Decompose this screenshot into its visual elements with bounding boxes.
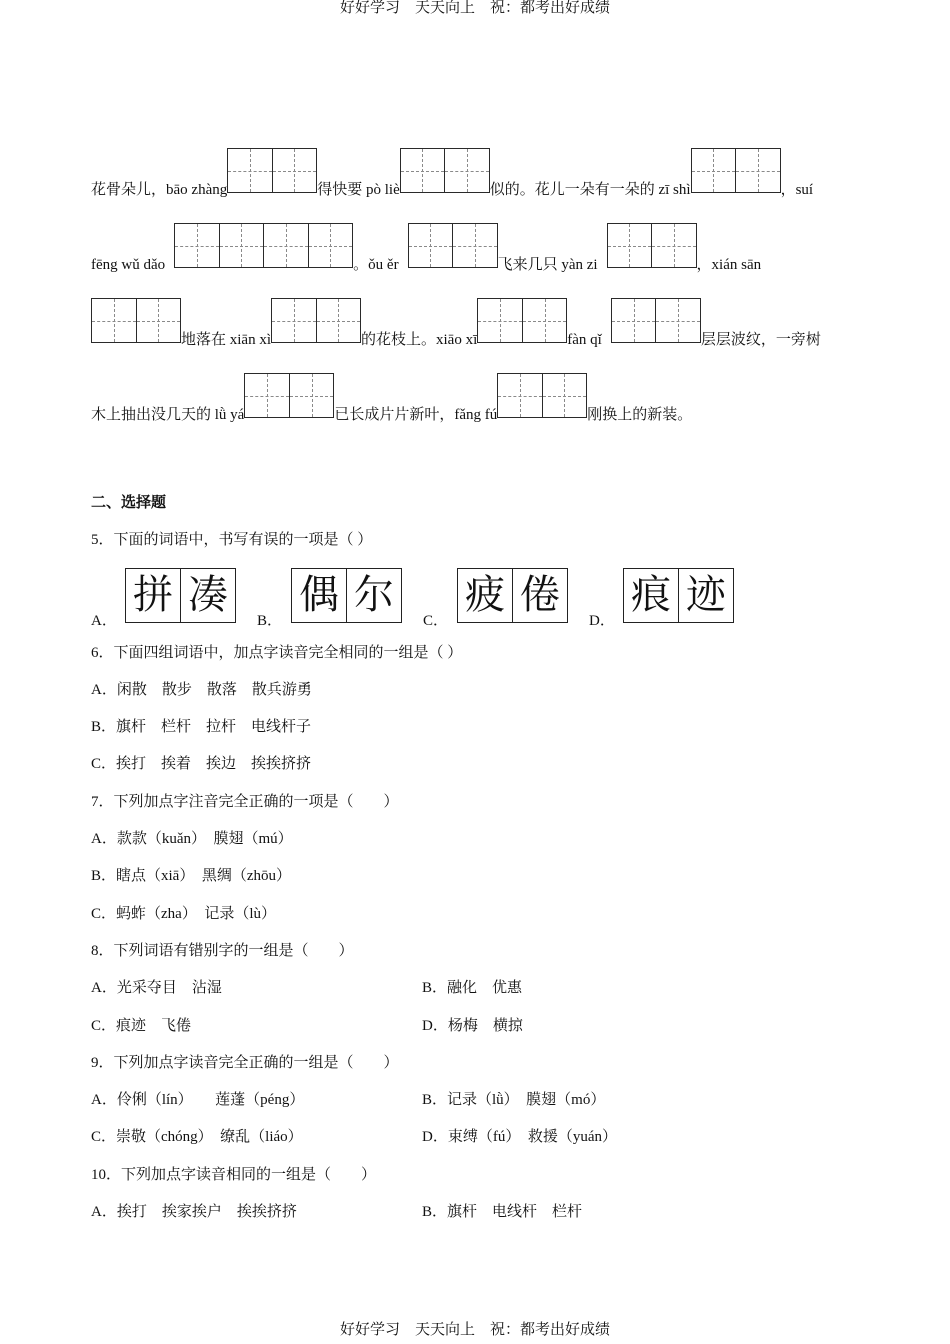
writing-box bbox=[497, 373, 587, 418]
word-image bbox=[291, 568, 402, 623]
option-row bbox=[91, 1016, 891, 1053]
question-stem: 5．下面的词语中，书写有误的一项是（ ） bbox=[91, 532, 373, 549]
writing-cell bbox=[272, 149, 317, 192]
page-footer: 好好学习 天天向上 祝：都考出好成绩 bbox=[339, 1322, 610, 1338]
writing-cell bbox=[316, 299, 361, 342]
writing-box bbox=[611, 298, 701, 343]
q5-options bbox=[91, 568, 891, 643]
option-label: D． bbox=[589, 612, 615, 629]
passage-text: ，suí bbox=[780, 182, 814, 198]
writing-cell bbox=[308, 224, 353, 267]
passage-text: 花骨朵儿，bāo zhàng bbox=[91, 182, 228, 198]
passage-line bbox=[91, 223, 761, 275]
passage-text: 层层波纹，一旁树 bbox=[700, 332, 821, 348]
word-char: 迹 bbox=[678, 569, 733, 622]
passage-line bbox=[91, 298, 821, 350]
writing-cell bbox=[228, 149, 272, 192]
option: D．杨梅 横掠 bbox=[422, 1017, 523, 1034]
word-image bbox=[125, 568, 236, 623]
writing-cell bbox=[608, 224, 652, 267]
word-char: 凑 bbox=[180, 569, 235, 622]
word-char: 拼 bbox=[133, 571, 173, 618]
writing-cell bbox=[289, 374, 334, 417]
writing-cell bbox=[409, 224, 453, 267]
question-stem: 6．下面四组词语中，加点字读音完全相同的一组是（ ） bbox=[91, 644, 463, 661]
writing-cell bbox=[655, 299, 700, 342]
writing-box bbox=[607, 223, 697, 268]
question-stem: 10．下列加点字读音相同的一组是（ ） bbox=[91, 1166, 377, 1183]
writing-cell bbox=[219, 224, 264, 267]
option: C．痕迹 飞倦 bbox=[91, 1017, 192, 1034]
writing-box bbox=[408, 223, 498, 268]
option-label: C． bbox=[423, 612, 449, 629]
option: A．闲散 散步 散落 散兵游勇 bbox=[91, 681, 312, 698]
option: B．旗杆 栏杆 拉杆 电线杆子 bbox=[91, 719, 312, 736]
question-stem: 9．下列加点字读音完全正确的一组是（ ） bbox=[91, 1054, 399, 1071]
option bbox=[257, 568, 423, 643]
passage-text: 木上抽出没几天的 lǜ yá bbox=[91, 407, 245, 423]
option: C．崇敬（chóng） 缭乱（liáo） bbox=[91, 1129, 303, 1146]
question-stem: 8．下列词语有错别字的一组是（ ） bbox=[91, 942, 354, 959]
word-char: 倦 bbox=[512, 569, 567, 622]
section-title: 二、选择题 bbox=[91, 495, 167, 511]
writing-cell bbox=[444, 149, 489, 192]
passage-text: 飞来几只 yàn zi bbox=[497, 257, 598, 273]
writing-box bbox=[400, 148, 490, 193]
option-row bbox=[91, 1202, 891, 1239]
page-header: 好好学习 天天向上 祝：都考出好成绩 bbox=[339, 0, 610, 16]
passage-text: 地落在 xiān xì bbox=[181, 332, 271, 348]
word-char: 偶 bbox=[299, 571, 339, 618]
option: B．融化 优惠 bbox=[422, 980, 523, 997]
option: B．记录（lǜ） 膜翅（mó） bbox=[422, 1092, 606, 1109]
option-row bbox=[91, 978, 891, 1015]
passage-text: 已长成片片新叶，fǎng fú bbox=[334, 407, 498, 423]
writing-cell bbox=[612, 299, 656, 342]
option-label: B． bbox=[257, 612, 283, 629]
passage-text: fàn qǐ bbox=[567, 332, 602, 348]
option: C．蚂蚱（zha） 记录（lù） bbox=[91, 905, 276, 922]
writing-box bbox=[244, 373, 334, 418]
word-char: 痕 bbox=[631, 571, 671, 618]
option: A．伶俐（lín） 莲蓬（péng） bbox=[91, 1092, 305, 1109]
word-image bbox=[623, 568, 734, 623]
writing-cell bbox=[452, 224, 497, 267]
option: B．瞎点（xiā） 黑绸（zhōu） bbox=[91, 868, 291, 885]
writing-box bbox=[691, 148, 781, 193]
writing-cell bbox=[692, 149, 736, 192]
option: C．挨打 挨着 挨边 挨挨挤挤 bbox=[91, 756, 312, 773]
writing-box bbox=[271, 298, 361, 343]
word-char: 疲 bbox=[465, 571, 505, 618]
writing-cell bbox=[272, 299, 316, 342]
writing-cell bbox=[498, 374, 542, 417]
writing-cell bbox=[478, 299, 522, 342]
option-row bbox=[91, 1090, 891, 1127]
passage-text: 。ǒu ěr bbox=[353, 257, 399, 273]
passage-text: 刚换上的新装。 bbox=[587, 407, 693, 423]
option: A．挨打 挨家挨户 挨挨挤挤 bbox=[91, 1204, 297, 1221]
writing-cell bbox=[651, 224, 696, 267]
passage-text: 得快要 pò liè bbox=[317, 182, 400, 198]
writing-cell bbox=[735, 149, 780, 192]
option bbox=[91, 568, 257, 643]
writing-cell bbox=[401, 149, 445, 192]
passage-text: 的花枝上。xiāo xī bbox=[361, 332, 478, 348]
option: D．束缚（fú） 救援（yuán） bbox=[422, 1129, 617, 1146]
writing-box bbox=[174, 223, 353, 268]
writing-cell bbox=[175, 224, 219, 267]
writing-cell bbox=[263, 224, 308, 267]
option: B．旗杆 电线杆 栏杆 bbox=[422, 1204, 583, 1221]
option-label: A． bbox=[91, 612, 117, 629]
writing-box bbox=[91, 298, 181, 343]
word-image bbox=[457, 568, 568, 623]
option: A．光采夺目 沾湿 bbox=[91, 980, 222, 997]
choice-questions bbox=[91, 493, 891, 1239]
option-row bbox=[91, 1127, 891, 1164]
passage-text: 似的。花儿一朵有一朵的 zī shì bbox=[489, 182, 691, 198]
writing-cell bbox=[92, 299, 136, 342]
writing-cell bbox=[245, 374, 289, 417]
passage-line bbox=[91, 373, 692, 425]
passage-line bbox=[91, 148, 813, 200]
option: A．款款（kuǎn） 膜翅（mú） bbox=[91, 831, 293, 848]
question-stem: 7．下列加点字注音完全正确的一项是（ ） bbox=[91, 793, 399, 810]
writing-cell bbox=[522, 299, 567, 342]
writing-box bbox=[477, 298, 567, 343]
writing-cell bbox=[136, 299, 181, 342]
passage-text: ，xián sān bbox=[696, 257, 762, 273]
writing-box bbox=[227, 148, 317, 193]
option bbox=[589, 568, 755, 643]
writing-cell bbox=[542, 374, 587, 417]
option bbox=[423, 568, 589, 643]
word-char: 尔 bbox=[346, 569, 401, 622]
passage-text: fēng wǔ dǎo bbox=[91, 257, 166, 273]
